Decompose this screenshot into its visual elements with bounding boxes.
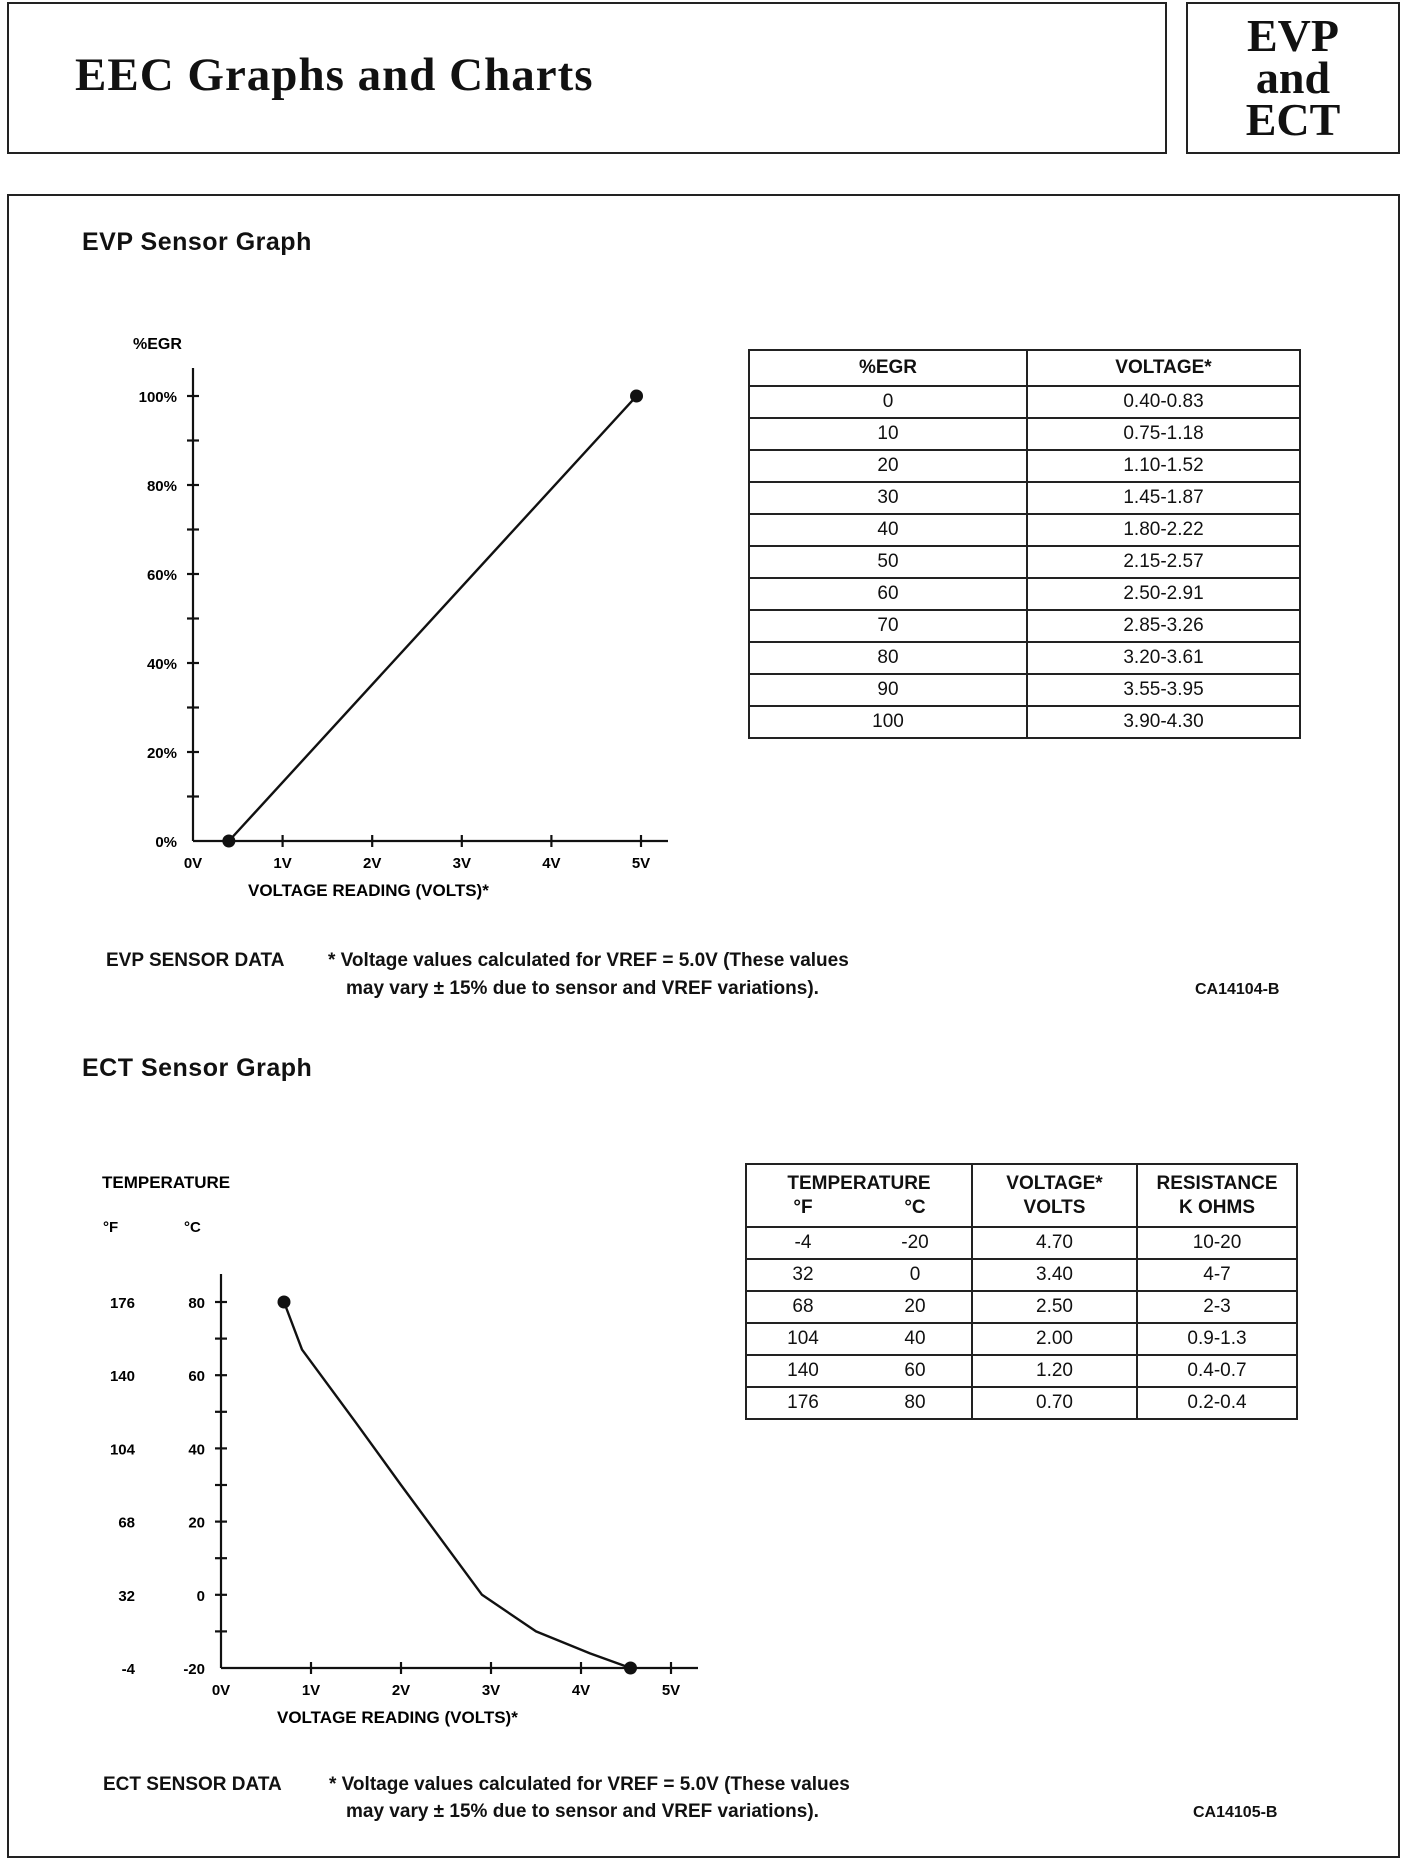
evp-y-axis-title: %EGR <box>133 336 182 353</box>
ect-col-voltage-label: VOLTAGE* <box>1006 1172 1103 1194</box>
ect-y-unit-c: °C <box>184 1219 201 1236</box>
ect-temp-c: 80 <box>904 1392 926 1413</box>
ect-temp-f: 68 <box>792 1296 814 1317</box>
ect-temp-cell <box>746 1259 972 1291</box>
ect-y-unit-f: °F <box>103 1219 119 1236</box>
ect-resistance-cell: 0.4-0.7 <box>1137 1355 1297 1387</box>
evp-table-cell: 3.20-3.61 <box>1027 642 1300 674</box>
evp-section-title: EVP Sensor Graph <box>82 228 312 256</box>
ect-x-tick-label: 5V <box>661 1682 681 1699</box>
ect-temp-f: 104 <box>787 1328 819 1349</box>
evp-x-tick-label: 5V <box>631 855 651 872</box>
ect-temp-cell <box>746 1387 972 1419</box>
evp-table-cell: 80 <box>749 642 1027 674</box>
ect-resistance-cell: 2-3 <box>1137 1291 1297 1323</box>
evp-table-cell: 2.50-2.91 <box>1027 578 1300 610</box>
ect-table-row <box>746 1387 1297 1419</box>
evp-table-cell: 50 <box>749 546 1027 578</box>
evp-table-cell: 1.80-2.22 <box>1027 514 1300 546</box>
evp-table-cell: 60 <box>749 578 1027 610</box>
ect-col-kohms-label: K OHMS <box>1179 1196 1255 1218</box>
evp-col-voltage: VOLTAGE* <box>1027 350 1300 386</box>
ect-temp-f: 140 <box>787 1360 819 1381</box>
ect-table-row <box>746 1291 1297 1323</box>
ect-temp-f: -4 <box>794 1232 812 1253</box>
ect-y-tick-label-f: 68 <box>118 1514 135 1532</box>
ect-series-line <box>284 1302 631 1668</box>
ect-x-tick-label: 2V <box>391 1682 411 1699</box>
ect-y-tick-label-f: 176 <box>109 1295 135 1312</box>
ect-temp-f: 32 <box>792 1264 814 1285</box>
ect-y-tick-label-c: 60 <box>188 1368 205 1386</box>
ect-temp-c: -20 <box>901 1232 929 1253</box>
ect-y-tick-label-f: 32 <box>118 1587 135 1605</box>
evp-table-cell: 70 <box>749 610 1027 642</box>
ect-col-volts-label: VOLTS <box>1023 1196 1086 1218</box>
ect-temp-cell <box>746 1355 972 1387</box>
ect-y-axis-title: TEMPERATURE <box>102 1173 231 1192</box>
section-tag-line-1: EVP <box>1247 10 1339 61</box>
ect-temp-f: 176 <box>787 1392 819 1413</box>
evp-y-tick-label: 100% <box>138 389 177 406</box>
ect-x-tick-label: 0V <box>211 1682 231 1699</box>
evp-y-tick-label: 80% <box>146 478 177 495</box>
evp-table-row <box>749 706 1300 738</box>
section-tag-line-3: ECT <box>1245 94 1341 145</box>
ect-x-tick-label: 3V <box>481 1682 501 1699</box>
evp-x-tick-label: 2V <box>363 855 382 872</box>
ect-y-tick-label-f: -4 <box>121 1661 135 1678</box>
evp-table-cell: 10 <box>749 418 1027 450</box>
ect-y-tick-label-c: 0 <box>196 1587 205 1605</box>
ect-table-row <box>746 1355 1297 1387</box>
ect-temp-cell <box>746 1323 972 1355</box>
evp-table-cell: 30 <box>749 482 1027 514</box>
evp-chart <box>0 320 720 920</box>
evp-table-cell: 1.45-1.87 <box>1027 482 1300 514</box>
evp-endpoint-marker <box>222 835 235 848</box>
ect-voltage-cell: 2.00 <box>972 1323 1137 1355</box>
ect-temp-c: 40 <box>904 1328 926 1349</box>
evp-x-tick-label: 4V <box>542 855 561 872</box>
evp-table-cell: 2.15-2.57 <box>1027 546 1300 578</box>
evp-table-cell: 90 <box>749 674 1027 706</box>
evp-table-row <box>749 674 1300 706</box>
evp-table-row <box>749 386 1300 418</box>
evp-table-row <box>749 642 1300 674</box>
ect-endpoint-marker <box>624 1662 637 1675</box>
ect-note-line-2: may vary ± 15% due to sensor and VREF variations). <box>346 1801 819 1822</box>
evp-endpoint-marker <box>630 390 643 403</box>
ect-chart <box>0 1160 720 1740</box>
ect-note-label: ECT SENSOR DATA <box>103 1774 282 1795</box>
ect-y-tick-label-c: 40 <box>188 1441 205 1459</box>
ect-x-tick-label: 1V <box>301 1682 321 1699</box>
evp-note-label: EVP SENSOR DATA <box>106 950 285 971</box>
ect-y-tick-label-f: 140 <box>109 1368 135 1386</box>
evp-table-cell: 3.55-3.95 <box>1027 674 1300 706</box>
ect-col-temperature <box>746 1164 972 1227</box>
ect-col-resistance <box>1137 1164 1297 1227</box>
ect-table <box>745 1163 1298 1420</box>
evp-table-cell: 3.90-4.30 <box>1027 706 1300 738</box>
evp-table-cell: 20 <box>749 450 1027 482</box>
ect-col-voltage <box>972 1164 1137 1227</box>
evp-col-egr: %EGR <box>749 350 1027 386</box>
evp-table-row <box>749 546 1300 578</box>
evp-series-line <box>229 396 637 841</box>
evp-table-row <box>749 610 1300 642</box>
evp-table-cell: 0 <box>749 386 1027 418</box>
ect-x-tick-label: 4V <box>571 1682 591 1699</box>
ect-note-line-1: * Voltage values calculated for VREF = 5.0V (These values <box>329 1774 850 1795</box>
evp-table-row <box>749 578 1300 610</box>
ect-temp-cell <box>746 1291 972 1323</box>
ect-col-f-label: °F <box>793 1196 813 1218</box>
ect-voltage-cell: 0.70 <box>972 1387 1137 1419</box>
evp-x-tick-label: 0V <box>183 855 203 872</box>
ect-voltage-cell: 2.50 <box>972 1291 1137 1323</box>
evp-y-tick-label: 40% <box>146 656 177 673</box>
evp-x-tick-label: 1V <box>273 855 292 872</box>
section-tag <box>1186 2 1400 154</box>
ect-table-row <box>746 1259 1297 1291</box>
ect-voltage-cell: 4.70 <box>972 1227 1137 1259</box>
evp-note-line-1: * Voltage values calculated for VREF = 5.0V (These values <box>328 950 849 971</box>
ect-temp-cell <box>746 1227 972 1259</box>
evp-table-cell: 40 <box>749 514 1027 546</box>
ect-figure-code: CA14105-B <box>1193 1804 1278 1821</box>
evp-table-cell: 1.10-1.52 <box>1027 450 1300 482</box>
ect-y-tick-label-c: 80 <box>188 1295 205 1312</box>
evp-note-line-2: may vary ± 15% due to sensor and VREF variations). <box>346 978 819 999</box>
ect-endpoint-marker <box>278 1296 291 1309</box>
ect-temp-c: 60 <box>904 1360 926 1381</box>
ect-temp-c: 20 <box>904 1296 926 1317</box>
ect-col-c-label: °C <box>904 1196 926 1218</box>
evp-table-row <box>749 514 1300 546</box>
ect-resistance-cell: 0.9-1.3 <box>1137 1323 1297 1355</box>
evp-table <box>748 349 1301 739</box>
ect-x-axis-title: VOLTAGE READING (VOLTS)* <box>277 1708 518 1727</box>
ect-section-title: ECT Sensor Graph <box>82 1054 313 1082</box>
ect-y-tick-label-c: 20 <box>188 1514 205 1532</box>
evp-y-tick-label: 20% <box>146 745 177 762</box>
ect-resistance-cell: 10-20 <box>1137 1227 1297 1259</box>
evp-y-tick-label: 60% <box>146 567 177 584</box>
evp-table-cell: 2.85-3.26 <box>1027 610 1300 642</box>
ect-resistance-cell: 4-7 <box>1137 1259 1297 1291</box>
section-tag-line-2: and <box>1255 52 1331 103</box>
evp-table-cell: 0.40-0.83 <box>1027 386 1300 418</box>
evp-x-axis-title: VOLTAGE READING (VOLTS)* <box>248 881 489 900</box>
ect-voltage-cell: 1.20 <box>972 1355 1137 1387</box>
evp-table-row <box>749 418 1300 450</box>
evp-table-row <box>749 482 1300 514</box>
ect-table-row <box>746 1323 1297 1355</box>
evp-table-row <box>749 450 1300 482</box>
evp-table-cell: 100 <box>749 706 1027 738</box>
evp-figure-code: CA14104-B <box>1195 981 1280 998</box>
ect-temp-c: 0 <box>909 1264 921 1285</box>
evp-table-cell: 0.75-1.18 <box>1027 418 1300 450</box>
page-title: EEC Graphs and Charts <box>75 49 594 101</box>
ect-y-tick-label-c: -20 <box>183 1661 205 1678</box>
evp-x-tick-label: 3V <box>452 855 471 872</box>
ect-table-row <box>746 1227 1297 1259</box>
ect-y-tick-label-f: 104 <box>109 1441 135 1459</box>
ect-voltage-cell: 3.40 <box>972 1259 1137 1291</box>
evp-y-tick-label: 0% <box>155 834 177 851</box>
ect-col-temperature-label: TEMPERATURE <box>787 1172 931 1194</box>
ect-col-resistance-label: RESISTANCE <box>1156 1172 1278 1194</box>
ect-resistance-cell: 0.2-0.4 <box>1137 1387 1297 1419</box>
